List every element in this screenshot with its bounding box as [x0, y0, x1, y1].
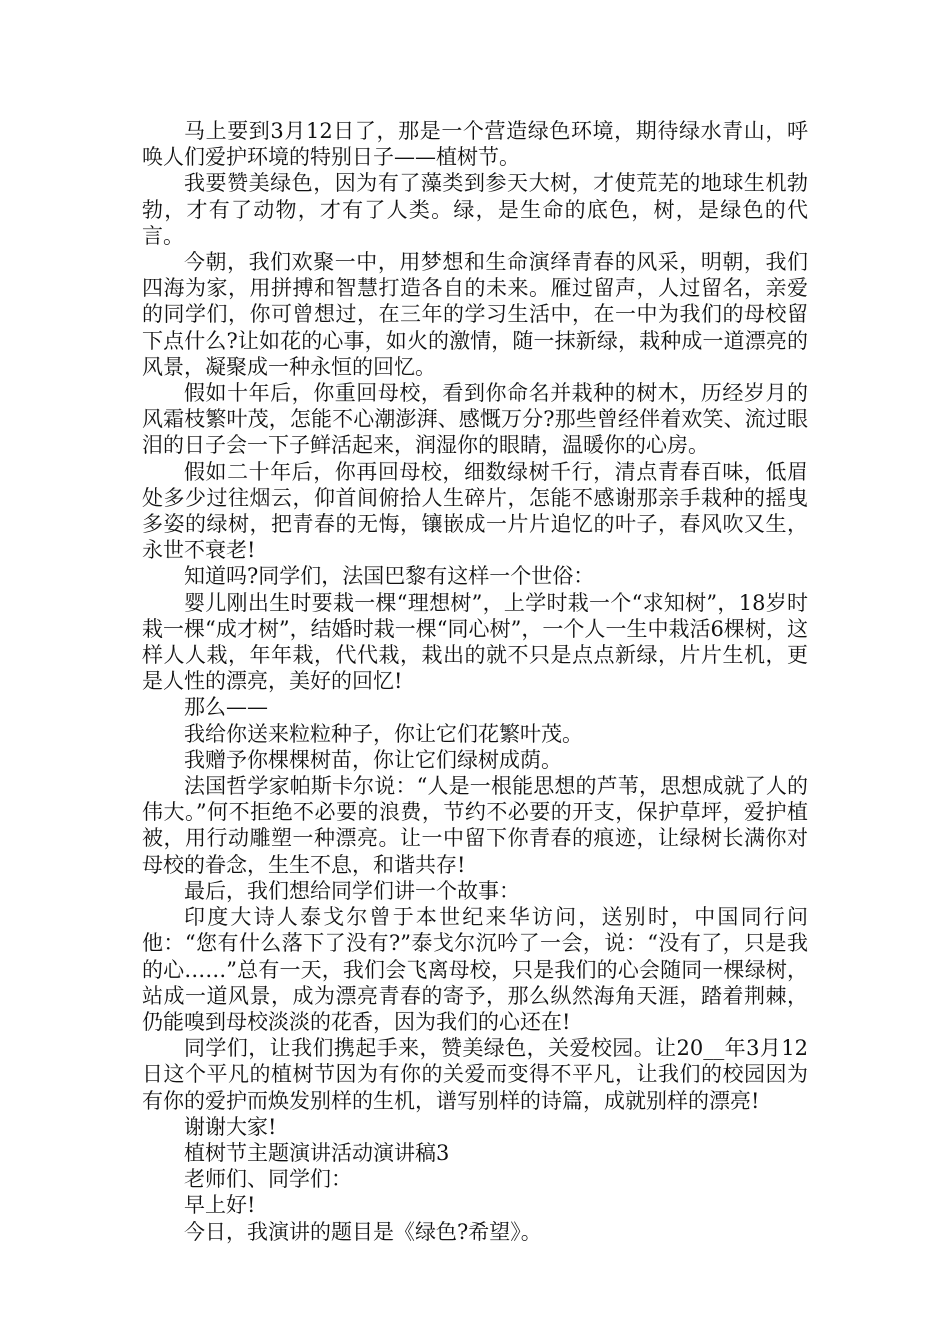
section-title-speech-3: 植树节主题演讲活动演讲稿3 — [184, 1140, 450, 1165]
paragraph-praise-green: 我要赞美绿色，因为有了藻类到参天大树，才使荒芜的地球生机勃勃，才有了动物，才有了人类。绿，是生命的底色，树，是绿色的代言。 — [142, 171, 808, 248]
paragraph-greeting: 老师们、同学们： — [184, 1167, 352, 1192]
paragraph-paris-custom: 知道吗?同学们，法国巴黎有这样一个世俗： — [184, 564, 595, 589]
paragraph-tagore: 印度大诗人泰戈尔曾于本世纪来华访问，送别时，中国同行问他：“您有什么落下了没有?”泰戈尔沉吟了一会，说：“没有了，只是我的心……”总有一天，我们会飞离母校，只是我们的心会随同一棵绿树，站成一道风景，成为漂亮青春的寄予，那么纵然海角天涯，踏着荆棘，仍能嗅到母校淡淡的花香，因为我们的心还在! — [142, 905, 808, 1034]
paragraph-today: 今朝，我们欢聚一中，用梦想和生命演绎青春的风采，明朝，我们四海为家，用拼搏和智慧打造各自的未来。雁过留声，人过留名，亲爱的同学们，你可曾想过，在三年的学习生活中，在一中为我们的母校留下点什么?让如花的心事，如火的激情，随一抹新绿，栽种成一道漂亮的风景，凝聚成一种永恒的回忆。 — [142, 250, 808, 379]
document-body — [142, 118, 808, 1245]
paragraph-twenty-years: 假如二十年后，你再回母校，细数绿树千行，清点青春百味，低眉处多少过往烟云，仰首间俯拾人生碎片，怎能不感谢那亲手栽种的摇曳多姿的绿树，把青春的无悔，镶嵌成一片片追忆的叶子，春风吹又生，永世不衰老! — [142, 459, 808, 563]
paragraph-saplings: 我赠予你棵棵树苗，你让它们绿树成荫。 — [184, 747, 562, 772]
paragraph-seeds: 我给你送来粒粒种子，你让它们花繁叶茂。 — [184, 721, 583, 746]
paragraph-pascal: 法国哲学家帕斯卡尔说：“人是一根能思想的芦苇，思想成就了人的伟大。”何不拒绝不必要的浪费，节约不必要的开支，保护草坪，爱护植被，用行动雕塑一种漂亮。让一中留下你青春的痕迹，让绿树长满你对母校的眷念，生生不息，和谐共存! — [142, 774, 808, 877]
paragraph-story-intro: 最后，我们想给同学们讲一个故事： — [184, 878, 520, 903]
paragraph-then: 那么—— — [184, 695, 268, 720]
paragraph-intro: 马上要到3月12日了，那是一个营造绿色环境，期待绿水青山，呼唤人们爱护环境的特别日子——植树节。 — [142, 119, 808, 170]
paragraph-speech-topic: 今日，我演讲的题目是《绿色?希望》。 — [184, 1219, 542, 1244]
paragraph-six-trees: 婴儿刚出生时要栽一棵“理想树”，上学时栽一个“求知树”，18岁时栽一棵“成才树”，结婚时栽一棵“同心树”，一个人一生中栽活6棵树，这样人人栽，年年栽，代代栽，栽出的就不只是点点新绿，片片生机，更是人性的漂亮，美好的回忆! — [142, 590, 808, 694]
paragraph-thanks: 谢谢大家! — [184, 1114, 277, 1139]
paragraph-call-to-action: 同学们，让我们携起手来，赞美绿色，关爱校园。让20__年3月12日这个平凡的植树节因为有你的关爱而变得不平凡，让我们的校园因为有你的爱护而焕发别样的生机，谱写别样的诗篇，成就别样的漂亮! — [142, 1036, 808, 1113]
paragraph-ten-years: 假如十年后，你重回母校，看到你命名并栽种的树木，历经岁月的风霜枝繁叶茂，怎能不心潮澎湃、感慨万分?那些曾经伴着欢笑、流过眼泪的日子会一下子鲜活起来，润湿你的眼睛，温暖你的心房。 — [142, 381, 808, 458]
paragraph-good-morning: 早上好! — [184, 1193, 256, 1218]
